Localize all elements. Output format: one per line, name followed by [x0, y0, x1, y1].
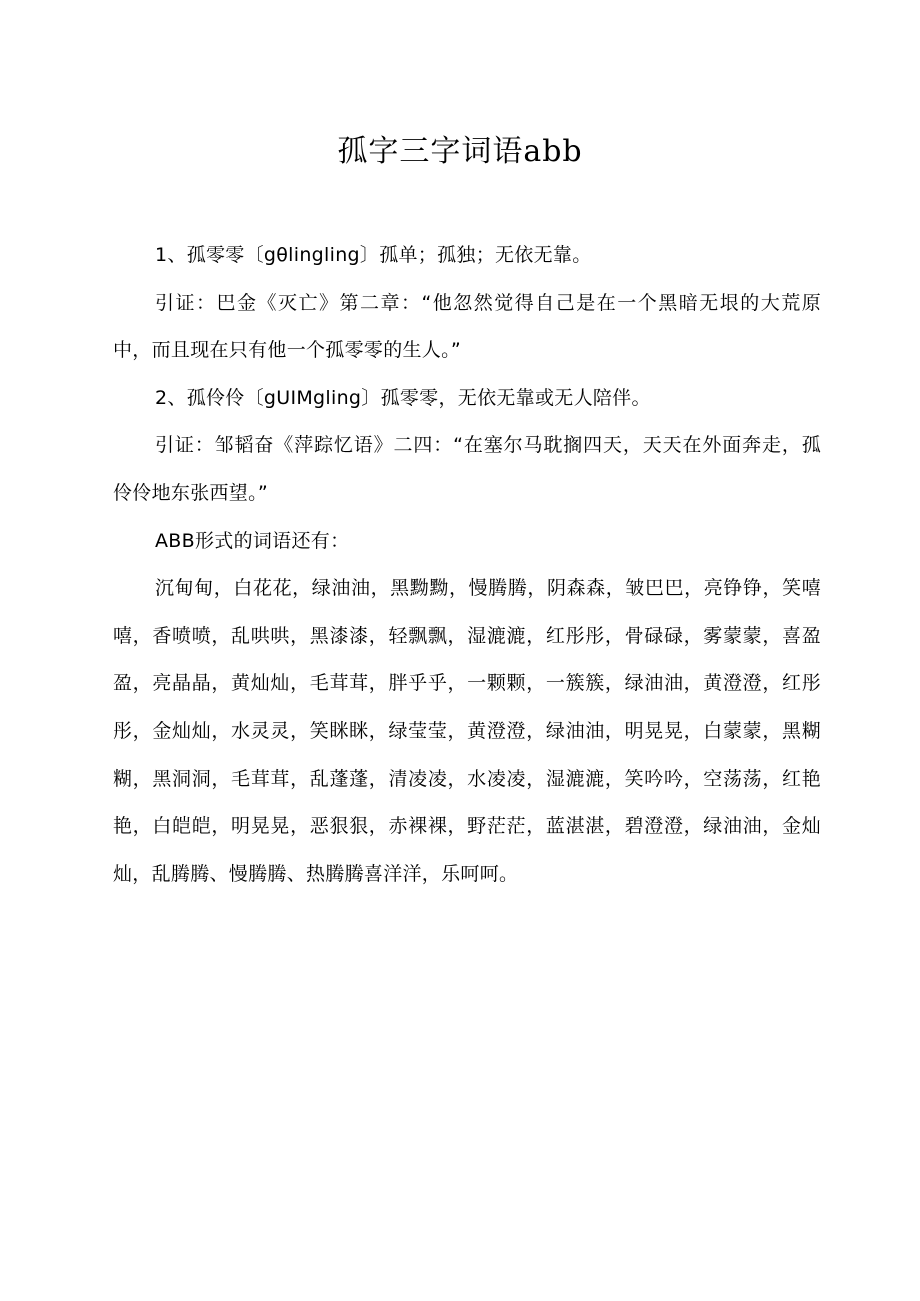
- abb-intro: ABB形式的词语还有：: [155, 529, 350, 552]
- abb-word-list: 沉甸甸，白花花，绿油油，黑黝黝，慢腾腾，阴森森，皱巴巴，亮铮铮，笑嘻嘻，香喷喷，乱哄哄，黑漆漆，轻飘飘，湿漉漉，红彤彤，骨碌碌，雾蒙蒙，喜盈盈，亮晶晶，黄灿灿，毛茸茸，胖乎乎，一颗颗，一簇簇，绿油油，黄澄澄，红彤彤，金灿灿，水灵灵，笑眯眯，绿莹莹，黄澄澄，绿油油，明晃晃，白蒙蒙，黑糊糊，黑洞洞，毛茸茸，乱蓬蓬，清凌凌，水凌凌，湿漉漉，笑吟吟，空荡荡，红艳艳，白皑皑，明晃晃，恶狠狠，赤裸裸，野茫茫，蓝湛湛，碧澄澄，绿油油，金灿灿，乱腾腾、慢腾腾、热腾腾喜洋洋，乐呵呵。: [113, 577, 821, 885]
- entry-guling2-definition: 2、孤伶伶〔gUIMgling〕孤零零，无依无靠或无人陪伴。: [155, 386, 651, 409]
- entry-guling-citation: 引证：巴金《灭亡》第二章：“他忽然觉得自己是在一个黑暗无垠的大荒原中，而且现在只有他一个孤零零的生人。”: [113, 291, 821, 362]
- document-title: 孤字三字词语abb: [337, 134, 583, 169]
- document-body: [113, 232, 821, 898]
- entry-guling2-citation: 引证：邹韬奋《萍踪忆语》二四：“在塞尔马耽搁四天，天天在外面奔走，孤伶伶地东张西望。”: [113, 434, 821, 504]
- entry-guling-definition: 1、孤零零〔gθlingling〕孤单；孤独；无依无靠。: [155, 244, 592, 266]
